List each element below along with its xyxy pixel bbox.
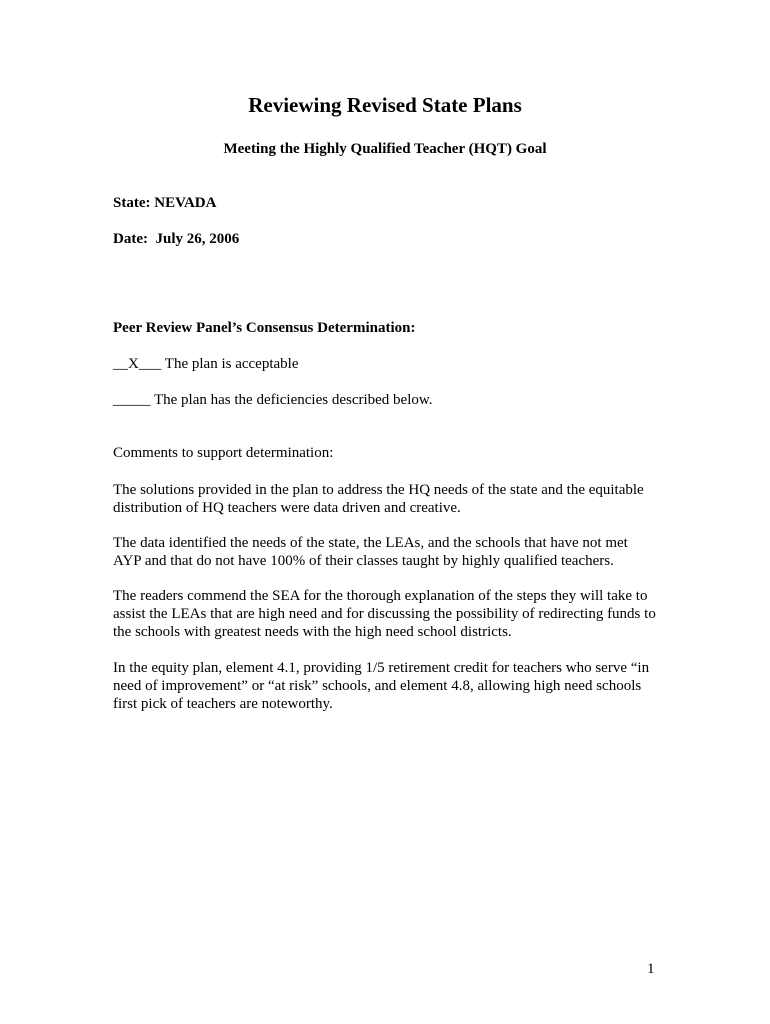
comment-paragraph-4: In the equity plan, element 4.1, providing 1/5 retirement credit for teachers who serve “in need of improvement” or “at risk” schools, and element 4.8, allowing high need schools first pick of teachers are noteworthy. [113, 660, 650, 712]
option-deficient: _____ The plan has the deficiencies described below. [113, 392, 433, 408]
option-acceptable: __X___ The plan is acceptable [113, 356, 299, 372]
state-line: State: NEVADA [113, 195, 217, 211]
comment-paragraph-3: The readers commend the SEA for the thorough explanation of the steps they will take to assist the LEAs that are high need and for discussing the possibility of redirecting funds to the schools with greatest needs with the high need school districts. [113, 588, 656, 640]
page-number: 1 [647, 961, 655, 977]
document-subtitle: Meeting the Highly Qualified Teacher (HQT) Goal [223, 141, 547, 157]
determination-heading: Peer Review Panel’s Consensus Determination: [113, 320, 416, 336]
comment-paragraph-1: The solutions provided in the plan to address the HQ needs of the state and the equitable distribution of HQ teachers were data driven and creative. [113, 482, 644, 516]
document-title: Reviewing Revised State Plans [248, 93, 522, 117]
comment-paragraph-2: The data identified the needs of the state, the LEAs, and the schools that have not met AYP and that do not have 100% of their classes taught by highly qualified teachers. [113, 535, 628, 569]
date-line: Date: July 26, 2006 [113, 231, 240, 247]
comments-heading: Comments to support determination: [113, 445, 334, 461]
